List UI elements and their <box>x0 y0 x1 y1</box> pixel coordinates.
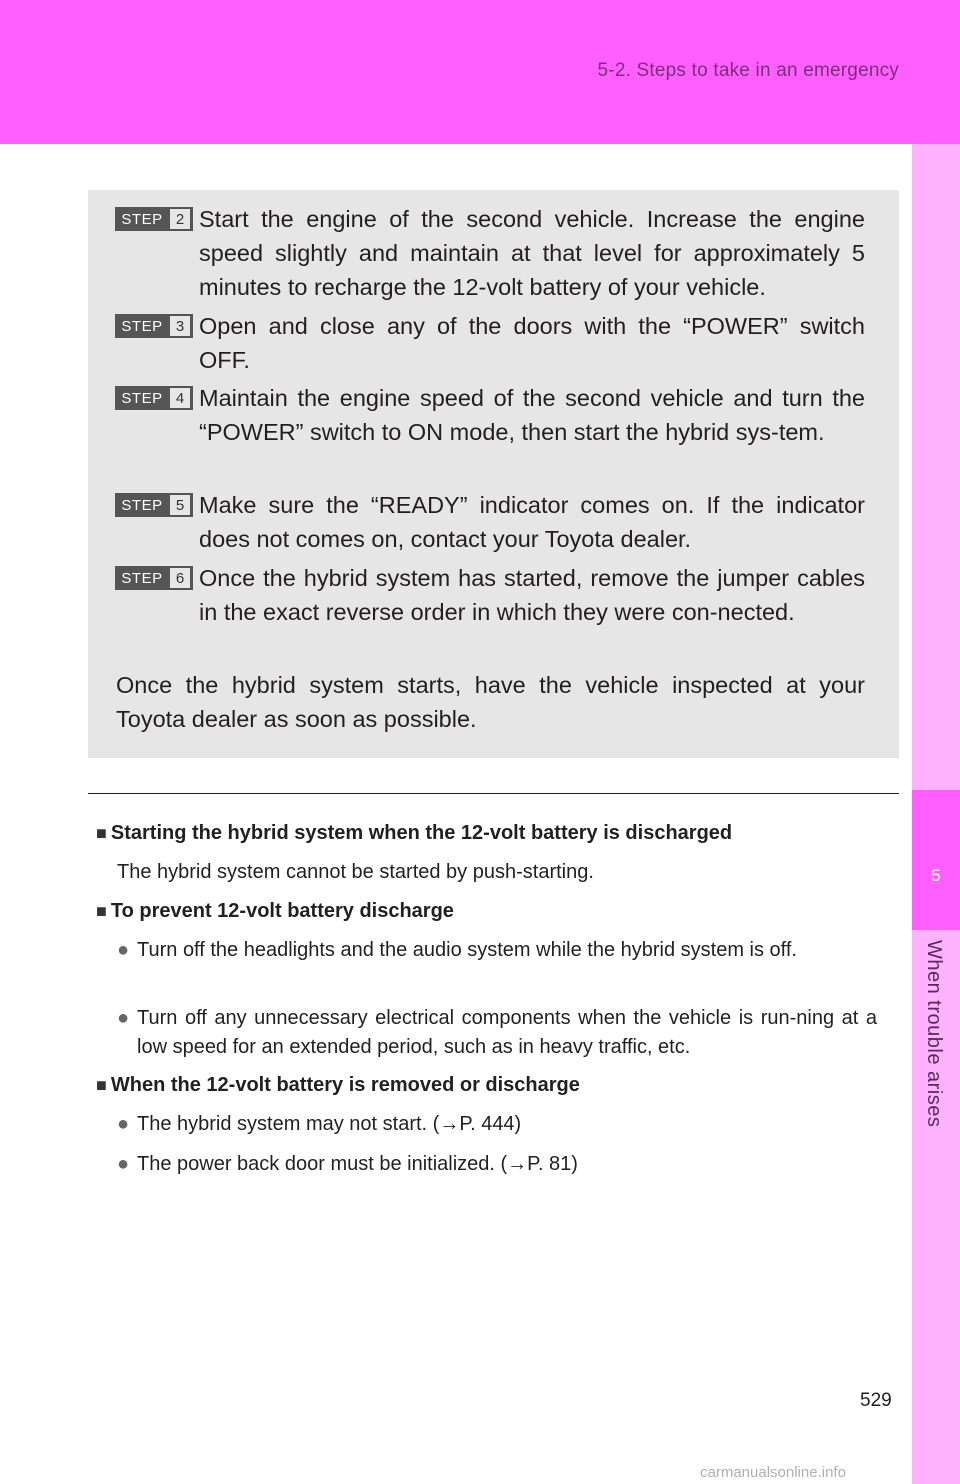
list-item: ● The hybrid system may not start. (→P. 444) <box>117 1110 877 1139</box>
watermark: carmanualsonline.info <box>700 1464 846 1481</box>
step-number: 4 <box>170 388 190 408</box>
steps-box <box>88 190 899 758</box>
step-badge: STEP 5 <box>115 493 193 517</box>
square-bullet-icon: ■ <box>96 901 107 921</box>
section-title: ■ Starting the hybrid system when the 12-volt battery is discharged <box>96 822 733 844</box>
step-number: 3 <box>170 316 190 336</box>
step-badge: STEP 4 <box>115 386 193 410</box>
list-item: ● Turn off any unnecessary electrical components when the vehicle is run-ning at a low speed for an extended period, such as in heavy traffic, etc. <box>117 1004 877 1062</box>
box-note: Once the hybrid system starts, have the vehicle inspected at your Toyota dealer as soon as possible. <box>116 672 865 732</box>
section-paragraph: The hybrid system cannot be started by push-starting. <box>117 861 594 883</box>
step-text: Make sure the “READY” indicator comes on. If the indicator does not comes on, contact your Toyota dealer. <box>199 492 865 552</box>
step-text: Once the hybrid system has started, remove the jumper cables in the exact reverse order in which they were con-nected. <box>199 565 865 625</box>
step-badge: STEP 6 <box>115 566 193 590</box>
section-title: ■ When the 12-volt battery is removed or discharge <box>96 1074 580 1096</box>
square-bullet-icon: ■ <box>96 823 107 843</box>
circle-bullet-icon: ● <box>117 1113 130 1135</box>
circle-bullet-icon: ● <box>117 939 130 961</box>
page-header <box>0 0 960 144</box>
circle-bullet-icon: ● <box>117 1007 130 1029</box>
step-badge: STEP 3 <box>115 314 193 338</box>
page-number: 529 <box>860 1390 892 1411</box>
step-text: Start the engine of the second vehicle. Increase the engine speed slightly and maintain at that level for approximately 5 minutes to recharge the 12-volt battery of your vehicle. <box>199 206 865 300</box>
section-header-title: 5-2. Steps to take in an emergency <box>597 60 899 81</box>
step-text: Open and close any of the doors with the “POWER” switch OFF. <box>199 313 865 373</box>
list-item: ● The power back door must be initialized. (→P. 81) <box>117 1150 877 1179</box>
chapter-label: When trouble arises <box>923 940 945 1128</box>
step-number: 2 <box>170 209 190 229</box>
chapter-number: 5 <box>931 866 941 885</box>
section-title: ■ To prevent 12-volt battery discharge <box>96 900 454 922</box>
step-number: 5 <box>170 495 190 515</box>
section-divider <box>88 793 899 794</box>
chapter-number-box <box>912 790 960 930</box>
square-bullet-icon: ■ <box>96 1075 107 1095</box>
list-item: ● Turn off the headlights and the audio system while the hybrid system is off. <box>117 936 877 965</box>
circle-bullet-icon: ● <box>117 1153 130 1175</box>
step-text: Maintain the engine speed of the second vehicle and turn the “POWER” switch to ON mode, then start the hybrid sys-tem. <box>199 385 865 445</box>
step-number: 6 <box>170 568 190 588</box>
step-badge: STEP 2 <box>115 207 193 231</box>
